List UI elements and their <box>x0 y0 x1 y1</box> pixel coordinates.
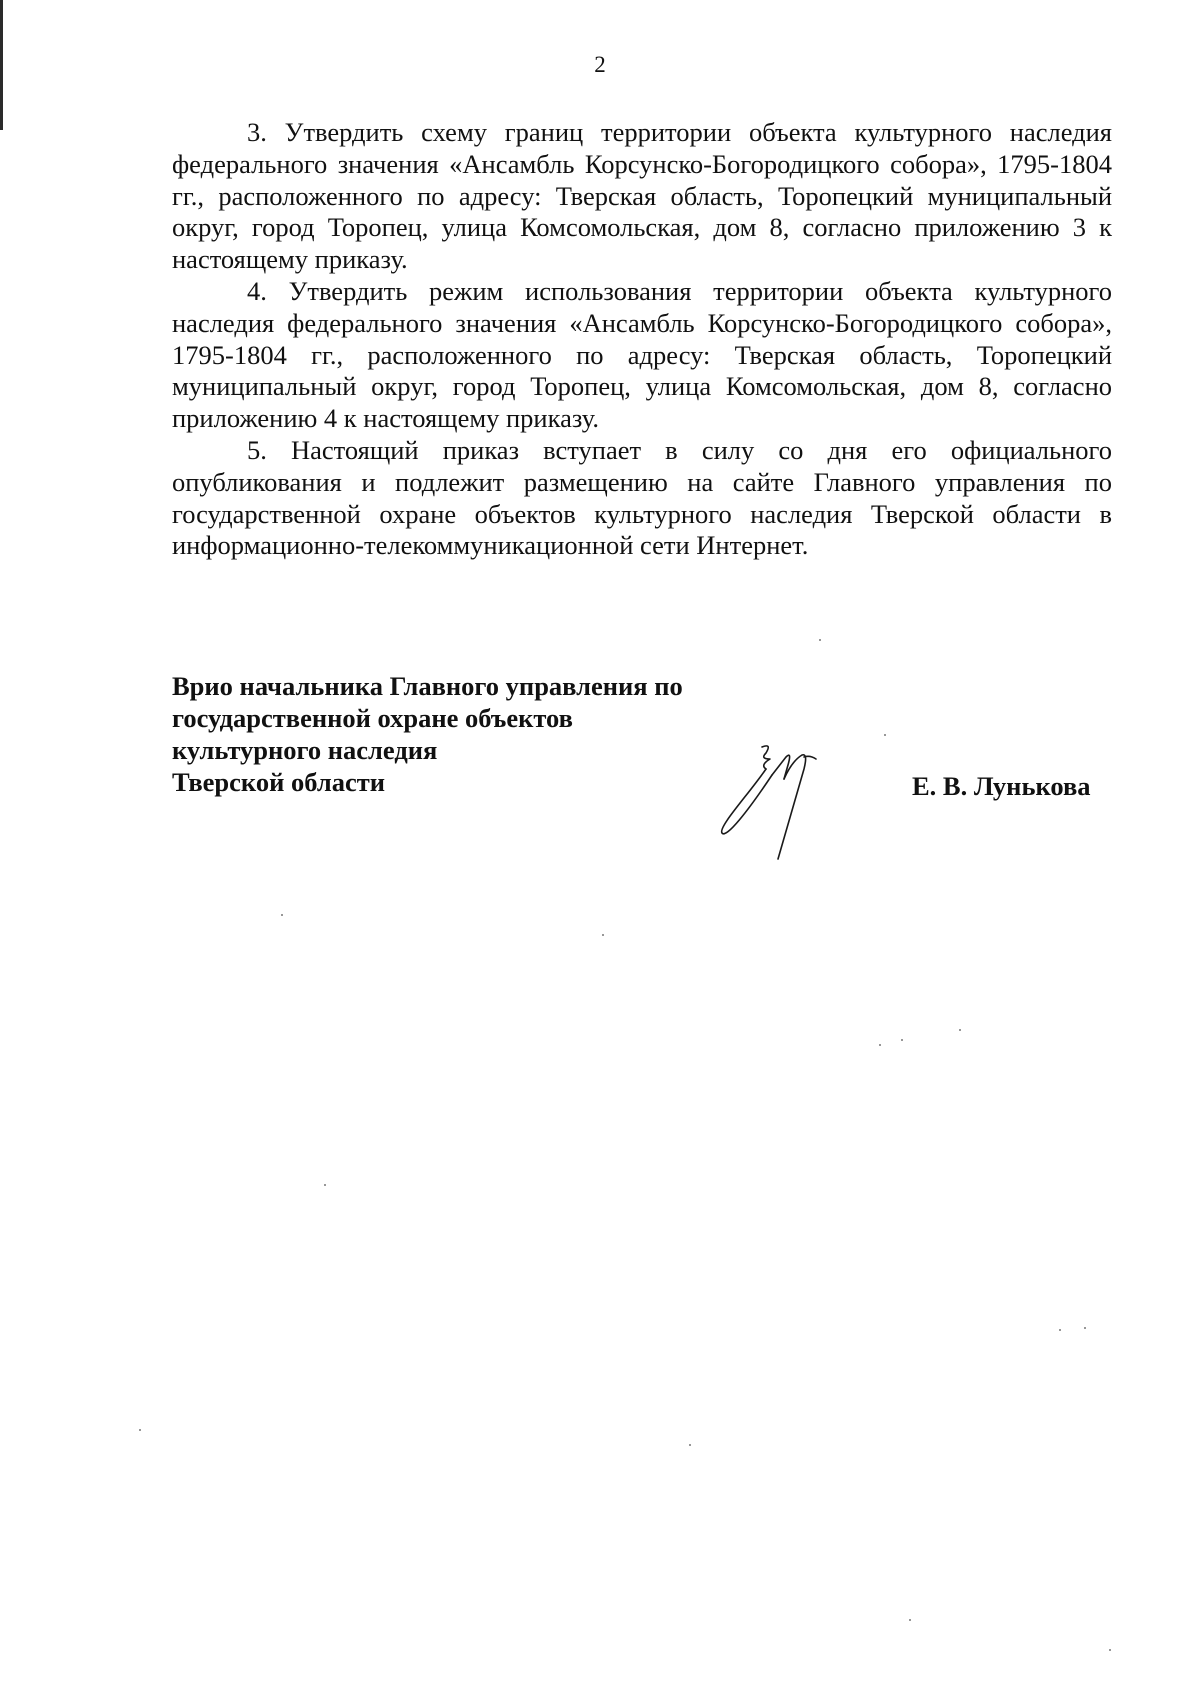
page-number: 2 <box>594 52 606 77</box>
signatory-title <box>172 670 683 798</box>
signatory-title-line: Врио начальника Главного управления по <box>172 671 683 701</box>
signatory-name: Е. В. Лунькова <box>912 771 1091 801</box>
handwritten-signature <box>700 735 870 865</box>
signatory-title-line: Тверской области <box>172 767 385 797</box>
paragraph-item-3: 3. Утвердить схему границ территории объекта культурного наследия федерального значения «Ансамбль Корсунско-Богородицкого собора», 1795-1804 гг., расположенного по адресу: Тверская область, Торопецкий муниципальный округ, город Торопец, улица Комсомольская, дом 8, согласно приложению 3 к настоящему приказу. <box>172 117 1112 275</box>
signatory-title-line: культурного наследия <box>172 735 438 765</box>
paragraph-item-4: 4. Утвердить режим использования территории объекта культурного наследия федерального значения «Ансамбль Корсунско-Богородицкого собора», 1795-1804 гг., расположенного по адресу: Тверская область, Торопецкий муниципальный округ, город Торопец, улица Комсомольская, дом 8, согласно приложению 4 к настоящему приказу. <box>172 275 1112 434</box>
order-body <box>172 117 1112 562</box>
signatory-title-line: государственной охране объектов <box>172 703 573 733</box>
paragraph-item-5: 5. Настоящий приказ вступает в силу со дня его официального опубликования и подлежит размещению на сайте Главного управления по государственной охране объектов культурного наследия Тверской области в информационно-телекоммуникационной сети Интернет. <box>172 434 1112 561</box>
